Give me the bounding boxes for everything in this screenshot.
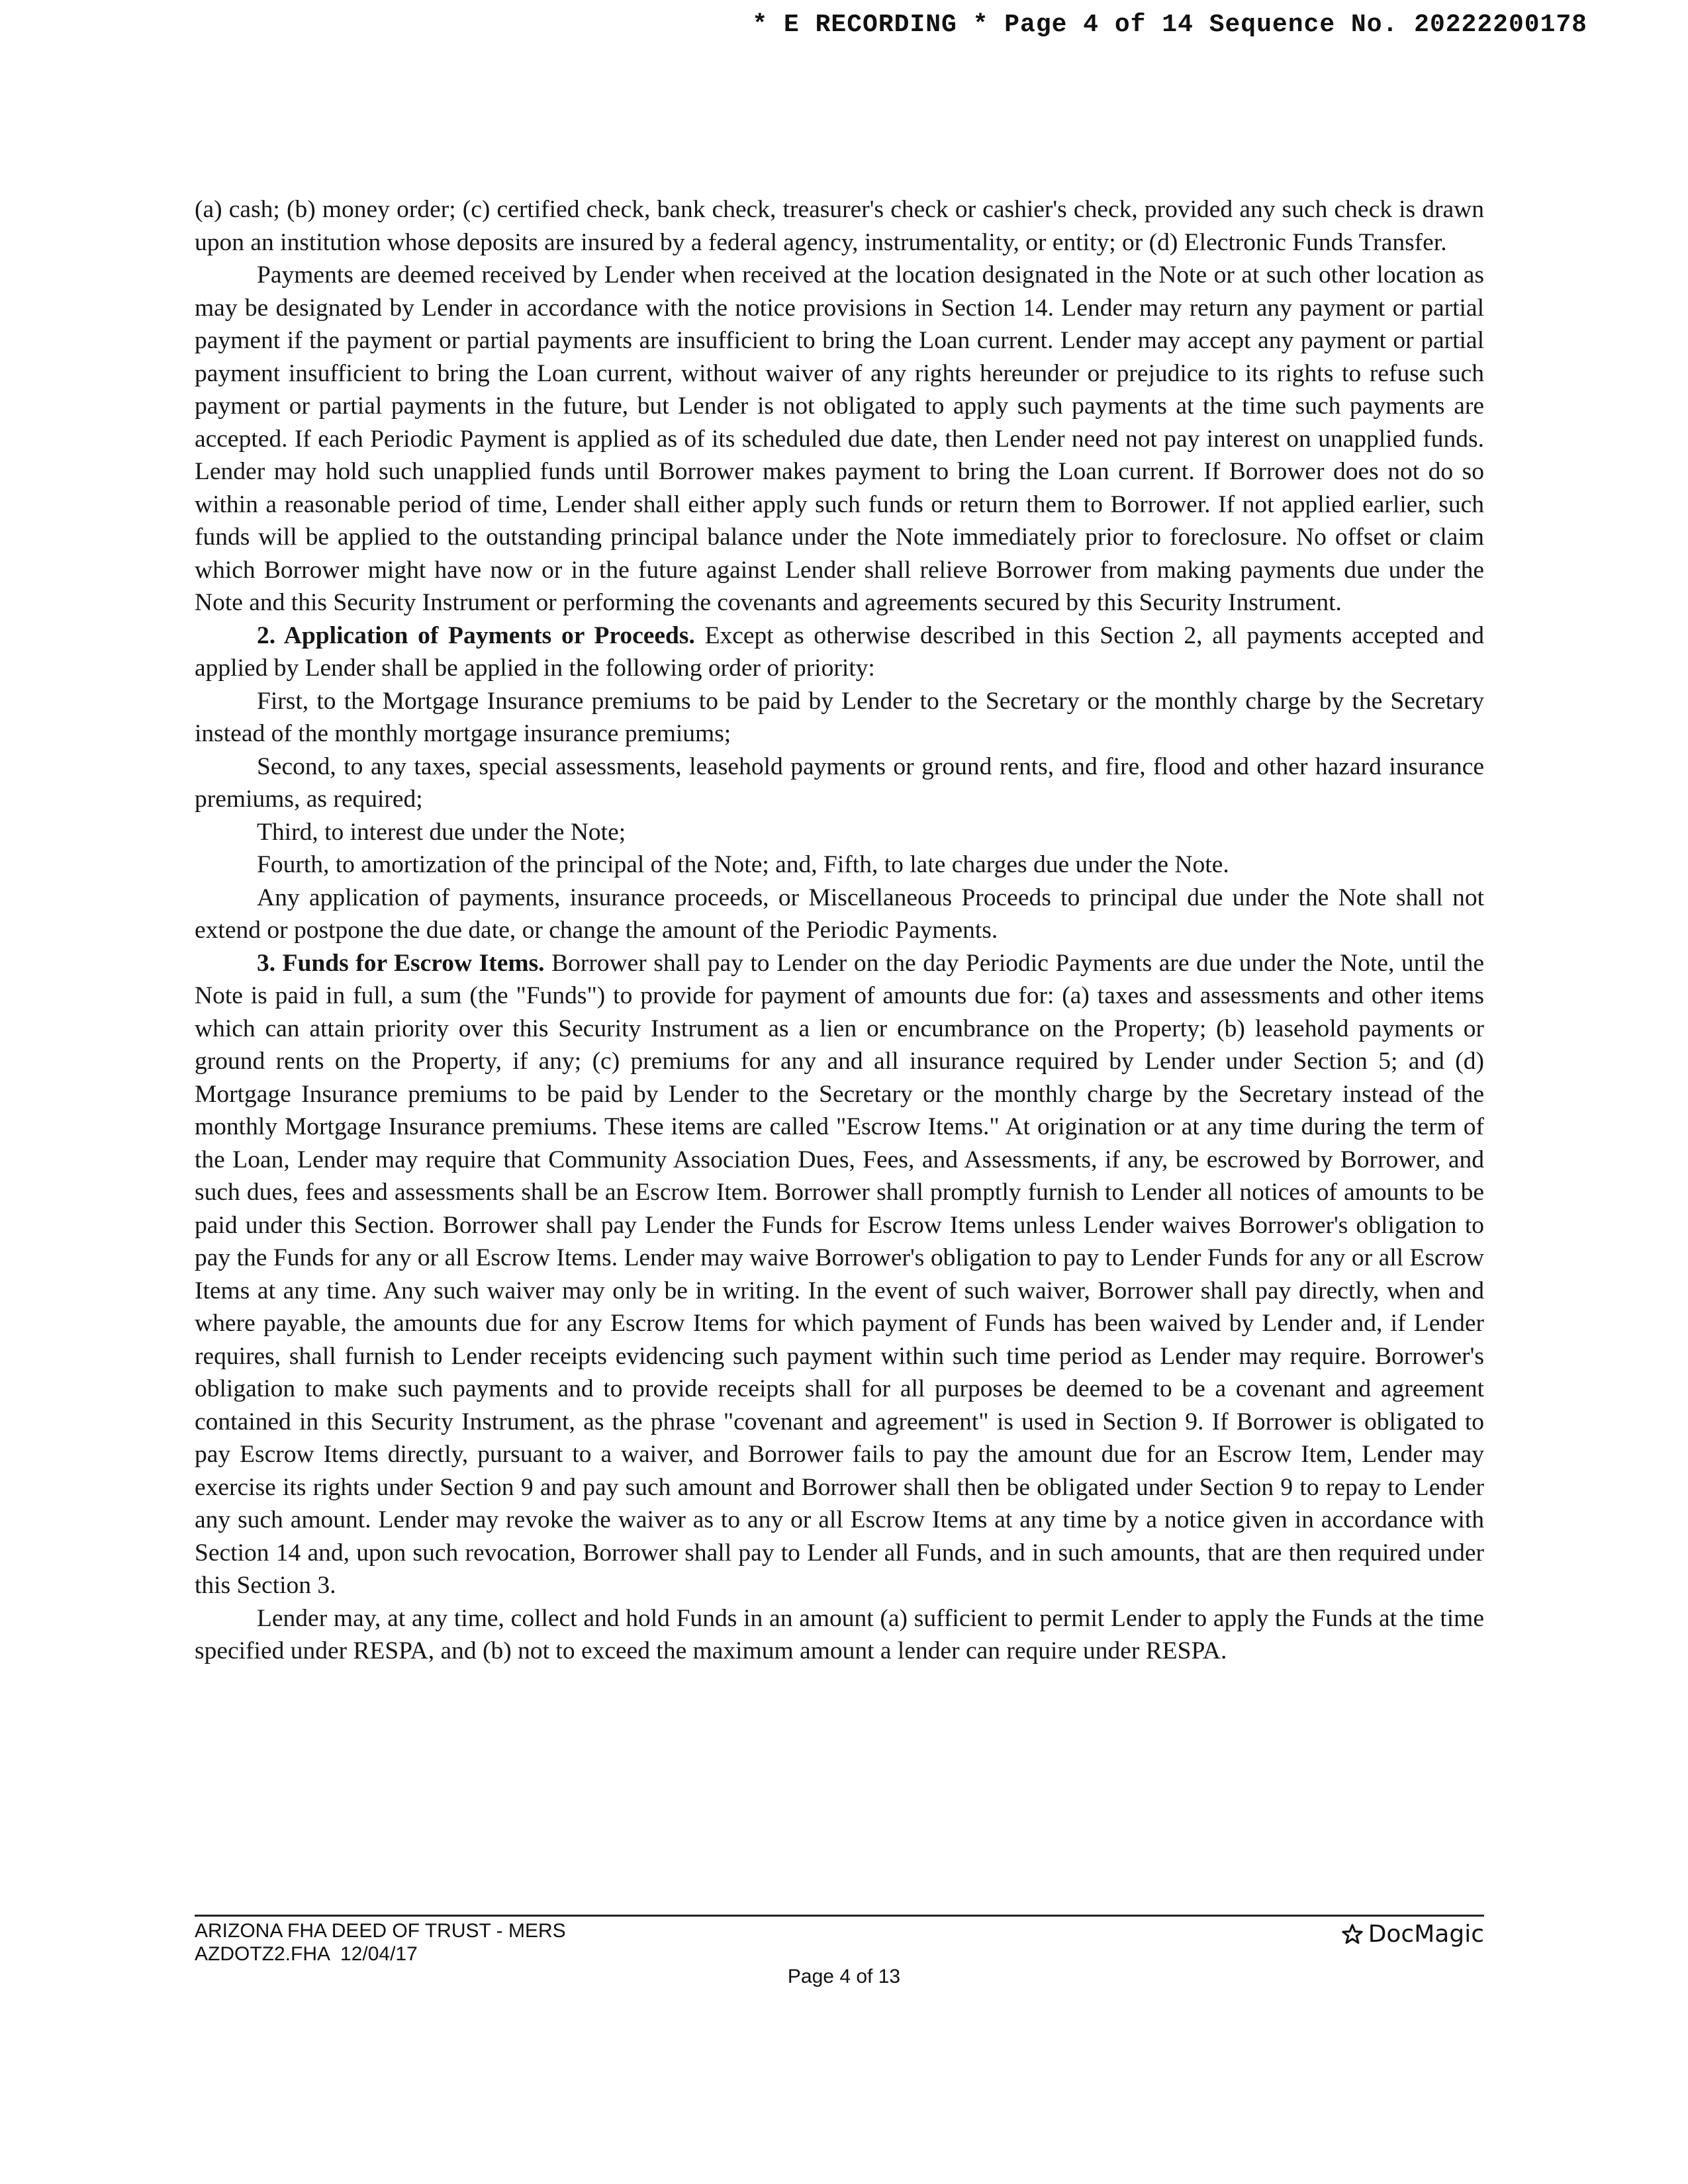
priority-first: First, to the Mortgage Insurance premiums to be paid by Lender to the Secretary or the monthly charge by the Secretary instead of the monthly mortgage insurance premiums; xyxy=(195,687,1484,747)
footer-divider xyxy=(195,1915,1484,1917)
section-3-heading: 3. Funds for Escrow Items. xyxy=(257,949,545,977)
footer-form-info xyxy=(195,1919,566,1966)
docmagic-brand: DocMagic xyxy=(1368,1921,1484,1948)
docmagic-logo xyxy=(1340,1921,1484,1948)
paragraph-payment-methods: (a) cash; (b) money order; (c) certified check, bank check, treasurer's check or cashier's check, provided any such check is drawn upon an institution whose deposits are insured by a federal agency, instrumentality, or entity; or (d) Electronic Funds Transfer. xyxy=(195,196,1484,256)
recording-stamp: * E RECORDING * Page 4 of 14 Sequence No. 20222200178 xyxy=(752,11,1587,39)
paragraph-respa: Lender may, at any time, collect and hold Funds in an amount (a) sufficient to permit Lender to apply the Funds at the time specified under RESPA, and (b) not to exceed the maximum amount a lender can require under RESPA. xyxy=(195,1604,1484,1664)
priority-fourth-fifth: Fourth, to amortization of the principal of the Note; and, Fifth, to late charges due under the Note. xyxy=(257,851,1229,878)
priority-third: Third, to interest due under the Note; xyxy=(257,818,626,846)
section-2-heading: 2. Application of Payments or Proceeds. xyxy=(257,621,695,649)
document-body xyxy=(195,193,1484,1668)
footer-form-code: AZDOTZ2.FHA 12/04/17 xyxy=(195,1943,418,1965)
footer-form-title: ARIZONA FHA DEED OF TRUST - MERS xyxy=(195,1920,566,1942)
section-3-text: Borrower shall pay to Lender on the day Periodic Payments are due under the Note, until the Note is paid in full, a sum (the "Funds") to provide for payment of amounts due for: (a) taxes and assessments and other items which can attain priority over this Security Instrument as a lien or encumbrance on the Property; (b) leasehold payments or ground rents on the Property, if any; (c) premiums for any and all insurance required by Lender under Section 5; and (d) Mortgage Insurance premiums to be paid by Lender to the Secretary or the monthly charge by the Secretary instead of the monthly Mortgage Insurance premiums. These items are called "Escrow Items." At origination or at any time during the term of the Loan, Lender may require that Community Association Dues, Fees, and Assessments, if any, be escrowed by Borrower, and such dues, fees and assessments shall be an Escrow Item. Borrower shall promptly furnish to Lender all notices of amounts to be paid under this Section. Borrower shall pay Lender the Funds for Escrow Items unless Lender waives Borrower's obligation to pay the Funds for any or all Escrow Items. Lender may waive Borrower's obligation to pay to Lender Funds for any or all Escrow Items at any time. Any such waiver may only be in writing. In the event of such waiver, Borrower shall pay directly, when and where payable, the amounts due for any Escrow Items for which payment of Funds has been waived by Lender and, if Lender requires, shall furnish to Lender receipts evidencing such payment within such time period as Lender may require. Borrower's obligation to make such payments and to provide receipts shall for all purposes be deemed to be a covenant and agreement contained in this Security Instrument, as the phrase "covenant and agreement" is used in Section 9. If Borrower is obligated to pay Escrow Items directly, pursuant to a waiver, and Borrower fails to pay the amount due for an Escrow Item, Lender may exercise its rights under Section 9 and pay such amount and Borrower shall then be obligated under Section 9 to repay to Lender any such amount. Lender may revoke the waiver as to any or all Escrow Items at any time by a notice given in accordance with Section 14 and, upon such revocation, Borrower shall pay to Lender all Funds, and in such amounts, that are then required under this Section 3. xyxy=(195,949,1484,1599)
priority-second: Second, to any taxes, special assessments, leasehold payments or ground rents, and fire, flood and other hazard insurance premiums, as required; xyxy=(195,752,1484,813)
star-icon xyxy=(1340,1923,1364,1946)
section-2-text: Except as otherwise described in this Section 2, all payments accepted and applied by Lender shall be applied in the following order of priority: xyxy=(195,621,1485,682)
page-number: Page 4 of 13 xyxy=(787,1966,901,1987)
paragraph-application-of-payments: Any application of payments, insurance proceeds, or Miscellaneous Proceeds to principal due under the Note shall not extend or postpone the due date, or change the amount of the Periodic Payments. xyxy=(195,884,1484,944)
paragraph-payments-received: Payments are deemed received by Lender when received at the location designated in the Note or at such other location as may be designated by Lender in accordance with the notice provisions in Section 14. Lender may return any payment or partial payment if the payment or partial payments are insufficient to bring the Loan current. Lender may accept any payment or partial payment insufficient to bring the Loan current, without waiver of any rights hereunder or prejudice to its rights to refuse such payment or partial payments in the future, but Lender is not obligated to apply such payments at the time such payments are accepted. If each Periodic Payment is applied as of its scheduled due date, then Lender need not pay interest on unapplied funds. Lender may hold such unapplied funds until Borrower makes payment to bring the Loan current. If Borrower does not do so within a reasonable period of time, Lender shall either apply such funds or return them to Borrower. If not applied earlier, such funds will be applied to the outstanding principal balance under the Note immediately prior to foreclosure. No offset or claim which Borrower might have now or in the future against Lender shall relieve Borrower from making payments due under the Note and this Security Instrument or performing the covenants and agreements secured by this Security Instrument. xyxy=(195,261,1484,616)
section-3-paragraph xyxy=(195,947,1484,1602)
section-2-paragraph xyxy=(195,619,1484,685)
